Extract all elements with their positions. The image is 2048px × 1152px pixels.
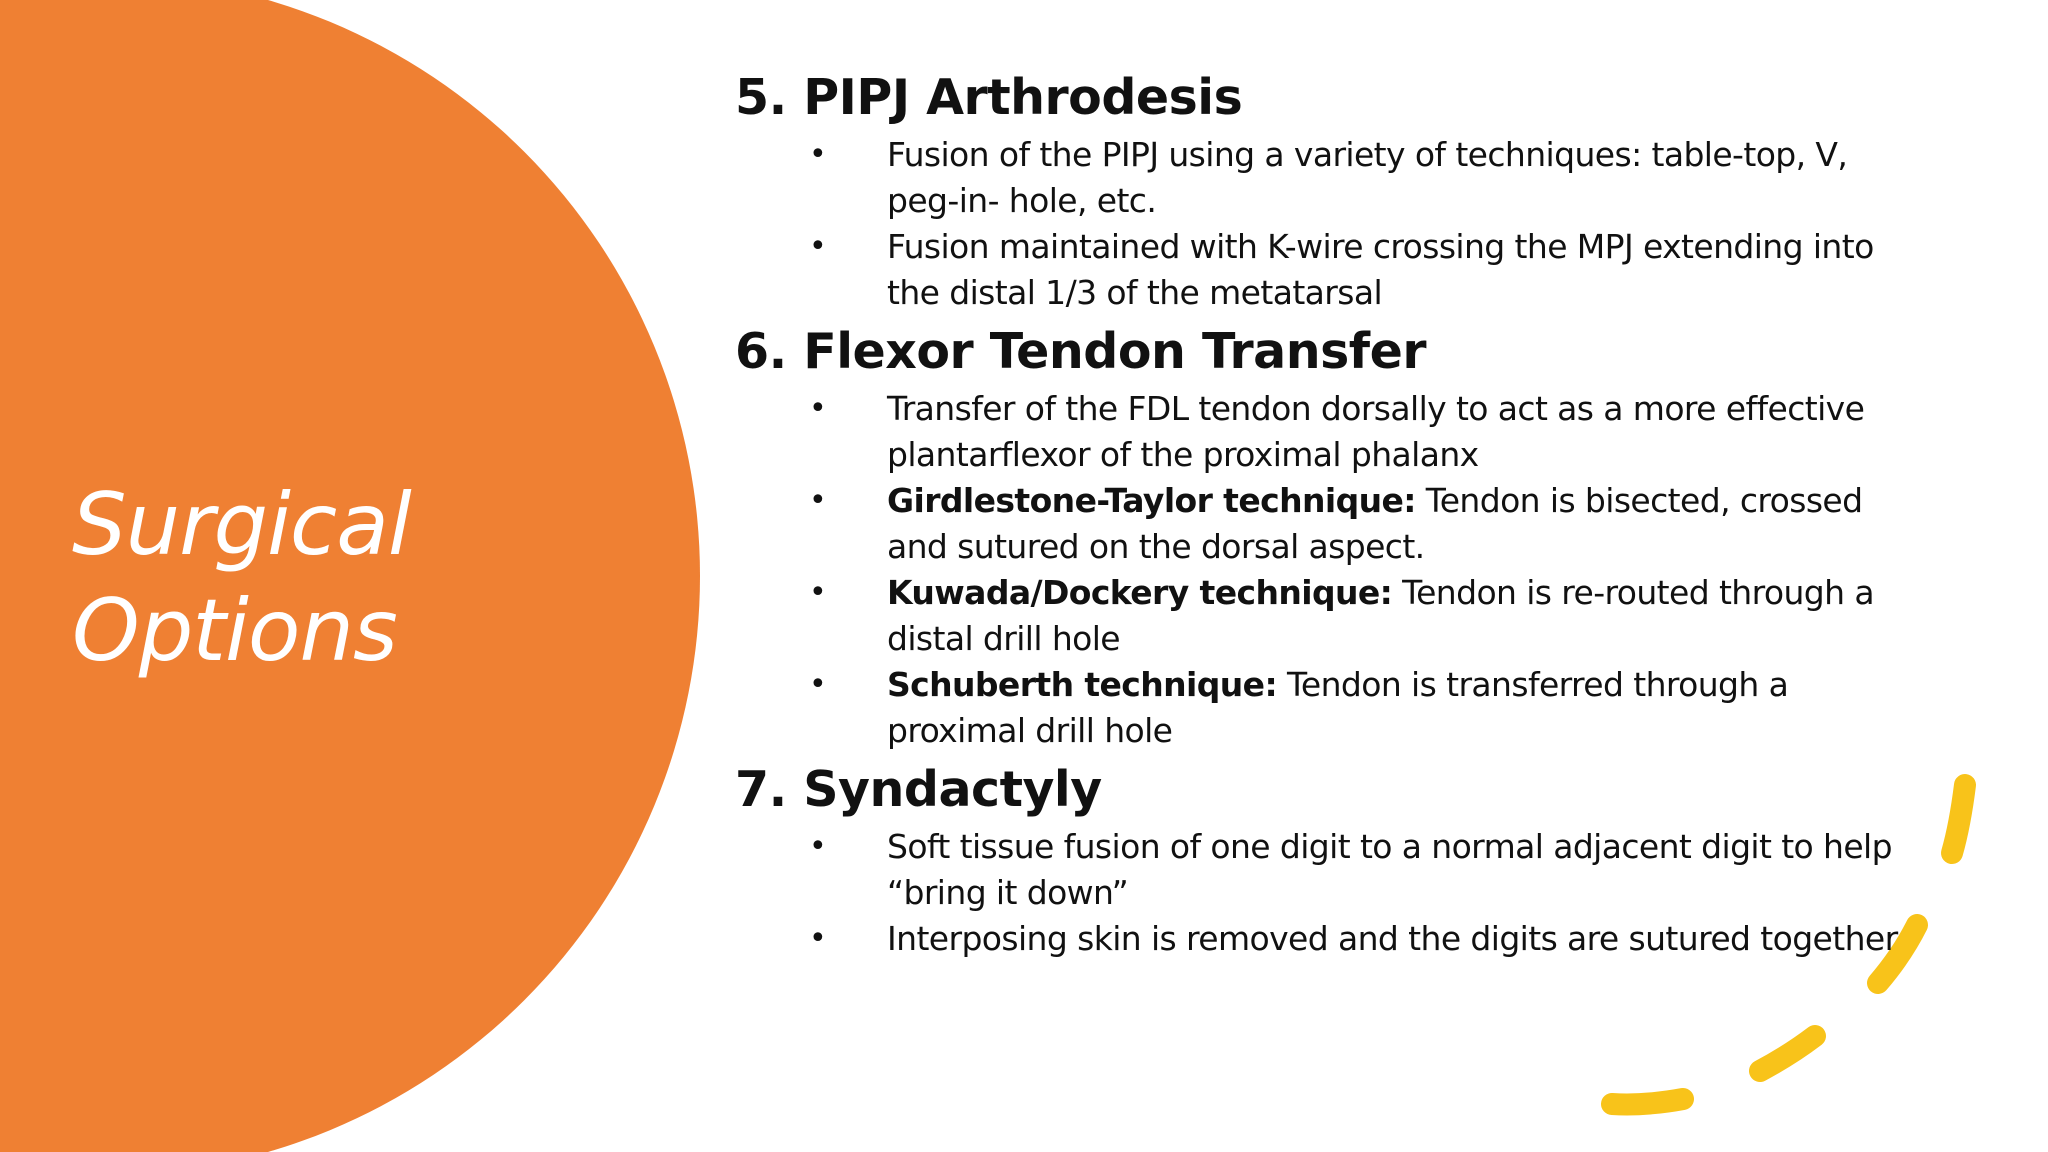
bullet-text: Soft tissue fusion of one digit to a normal adjacent digit to help “bring it down”: [887, 827, 1892, 912]
bullet-item: [735, 224, 1915, 316]
bullet-list: [735, 132, 1915, 316]
slide-title-line-2: Options: [72, 581, 397, 681]
bullet-text: Interposing skin is removed and the digits are sutured together: [887, 919, 1898, 958]
bullet-list: [735, 824, 1915, 962]
bullet-item: [735, 570, 1915, 662]
bullet-text: Tendon is re-routed through a distal drill hole: [887, 573, 1874, 658]
bullet-list: [735, 386, 1915, 754]
section-heading: 6. Flexor Tendon Transfer: [735, 323, 1427, 380]
slide-title: [72, 472, 632, 684]
slide-title-line-1: Surgical: [72, 475, 411, 575]
bullet-item: [735, 386, 1915, 478]
section-pipj-arthrodesis: [735, 66, 1915, 316]
bullet-dot: •: [809, 483, 827, 518]
bullet-text: Fusion of the PIPJ using a variety of techniques: table-top, V, peg-in- hole, etc.: [887, 135, 1848, 220]
bullet-dot: •: [809, 137, 827, 172]
bullet-item: [735, 132, 1915, 224]
bullet-text: Tendon is transferred through a proximal drill hole: [887, 665, 1789, 750]
bullet-item: [735, 824, 1915, 916]
section-flexor-tendon-transfer: [735, 320, 1915, 754]
bullet-lead: Girdlestone-Taylor technique:: [887, 481, 1416, 520]
bullet-lead: Kuwada/Dockery technique:: [887, 573, 1393, 612]
bullet-text: Fusion maintained with K-wire crossing the MPJ extending into the distal 1/3 of the metatarsal: [887, 227, 1874, 312]
slide-content: [735, 66, 1915, 966]
bullet-dot: •: [809, 575, 827, 610]
bullet-dot: •: [809, 391, 827, 426]
bullet-text: Transfer of the FDL tendon dorsally to act as a more effective plantarflexor of the proximal phalanx: [887, 389, 1865, 474]
bullet-text: Tendon is bisected, crossed and sutured on the dorsal aspect.: [887, 481, 1863, 566]
section-heading: 5. PIPJ Arthrodesis: [735, 69, 1243, 126]
bullet-dot: •: [809, 921, 827, 956]
bullet-dot: •: [809, 229, 827, 264]
bullet-item: [735, 662, 1915, 754]
section-syndactyly: [735, 758, 1915, 962]
section-heading: 7. Syndactyly: [735, 761, 1102, 818]
bullet-item: [735, 916, 1915, 962]
bullet-dot: •: [809, 829, 827, 864]
bullet-lead: Schuberth technique:: [887, 665, 1278, 704]
bullet-item: [735, 478, 1915, 570]
bullet-dot: •: [809, 667, 827, 702]
